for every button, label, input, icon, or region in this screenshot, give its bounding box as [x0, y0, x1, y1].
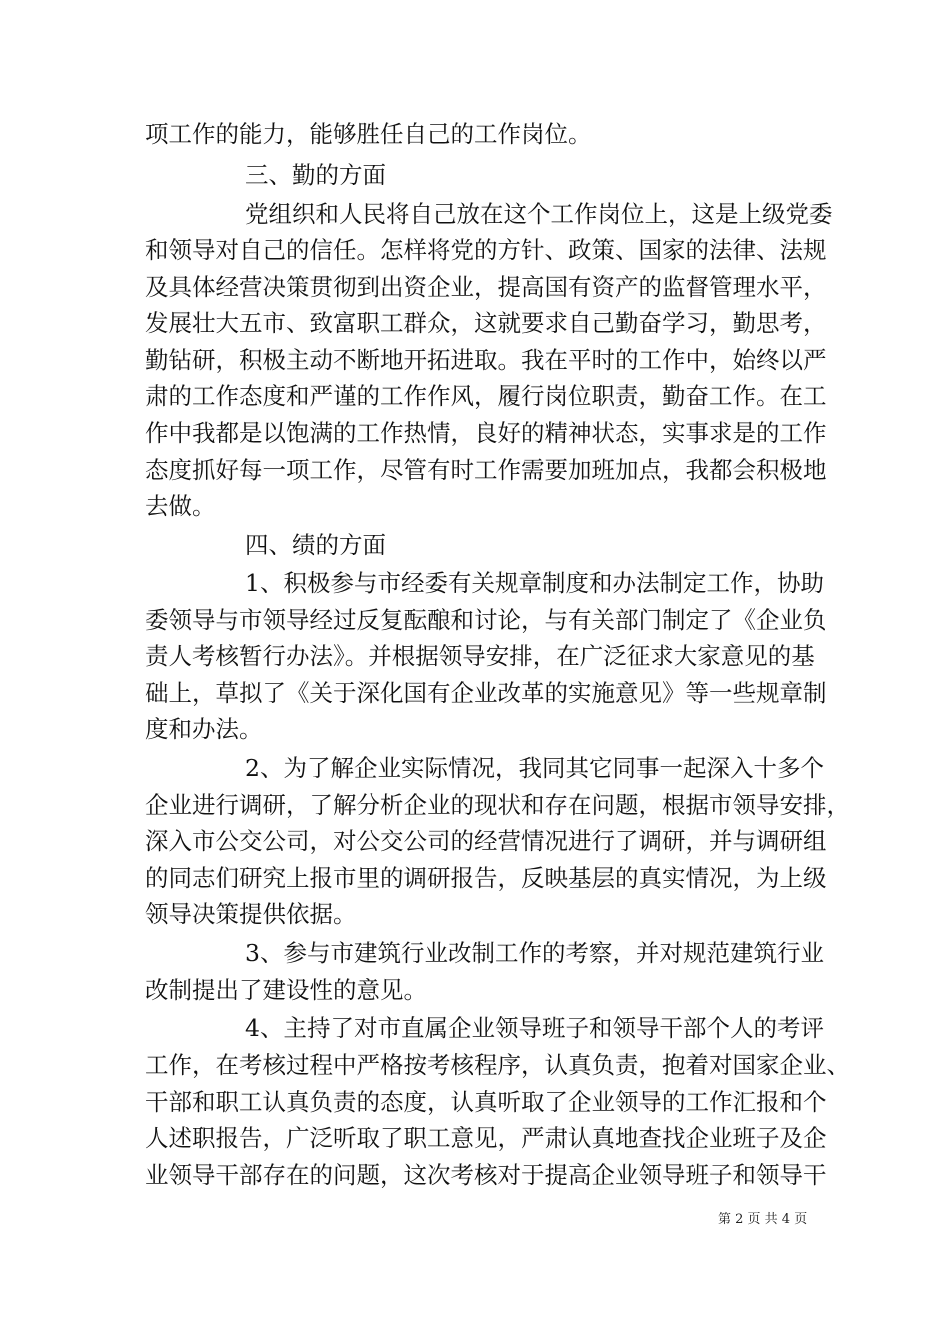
- text-line: 领导决策提供依据。: [145, 900, 357, 928]
- text-line: 和领导对自己的信任。怎样将党的方针、政策、国家的法律、法规: [145, 236, 827, 264]
- text-line: 业领导干部存在的问题，这次考核对于提高企业领导班子和领导干: [145, 1161, 827, 1189]
- text-line: 态度抓好每一项工作，尽管有时工作需要加班加点，我都会积极地: [145, 456, 827, 484]
- text-line: 及具体经营决策贯彻到出资企业，提高国有资产的监督管理水平，: [145, 273, 827, 301]
- text-line: 工作，在考核过程中严格按考核程序，认真负责，抱着对国家企业、: [145, 1051, 850, 1079]
- text-line: 度和办法。: [145, 715, 263, 743]
- text-line: 作中我都是以饱满的工作热情，良好的精神状态，实事求是的工作: [145, 419, 827, 447]
- text-line: 去做。: [145, 492, 216, 520]
- text-line: 勤钻研，积极主动不断地开拓进取。我在平时的工作中，始终以严: [145, 346, 827, 374]
- text-line: 的同志们研究上报市里的调研报告，反映基层的真实情况，为上级: [145, 864, 827, 892]
- text-line: 4、主持了对市直属企业领导班子和领导干部个人的考评: [245, 1014, 824, 1042]
- text-line: 委领导与市领导经过反复酝酿和讨论，与有关部门制定了《企业负: [145, 606, 827, 634]
- text-line: 党组织和人民将自己放在这个工作岗位上，这是上级党委: [245, 200, 833, 228]
- text-line: 1、积极参与市经委有关规章制度和办法制定工作，协助: [245, 569, 824, 597]
- text-line: 改制提出了建设性的意见。: [145, 976, 427, 1004]
- section-heading: 三、勤的方面: [245, 161, 386, 189]
- text-line: 深入市公交公司，对公交公司的经营情况进行了调研，并与调研组: [145, 827, 827, 855]
- text-line: 发展壮大五市、致富职工群众，这就要求自己勤奋学习，勤思考，: [145, 309, 827, 337]
- text-line: 肃的工作态度和严谨的工作作风，履行岗位职责，勤奋工作。在工: [145, 382, 827, 410]
- text-line: 础上，草拟了《关于深化国有企业改革的实施意见》等一些规章制: [145, 679, 827, 707]
- text-line: 项工作的能力，能够胜任自己的工作岗位。: [145, 120, 592, 148]
- text-line: 干部和职工认真负责的态度，认真听取了企业领导的工作汇报和个: [145, 1088, 827, 1116]
- text-line: 人述职报告，广泛听取了职工意见，严肃认真地查找企业班子及企: [145, 1124, 827, 1152]
- text-line: 责人考核暂行办法》。并根据领导安排，在广泛征求大家意见的基: [145, 642, 815, 670]
- section-heading: 四、绩的方面: [245, 531, 386, 559]
- text-line: 2、为了解企业实际情况，我同其它同事一起深入十多个: [245, 754, 824, 782]
- text-line: 3、参与市建筑行业改制工作的考察，并对规范建筑行业: [245, 939, 824, 967]
- page-number-footer: 第 2 页 共 4 页: [718, 1212, 808, 1227]
- text-line: 企业进行调研，了解分析企业的现状和存在问题，根据市领导安排，: [145, 791, 850, 819]
